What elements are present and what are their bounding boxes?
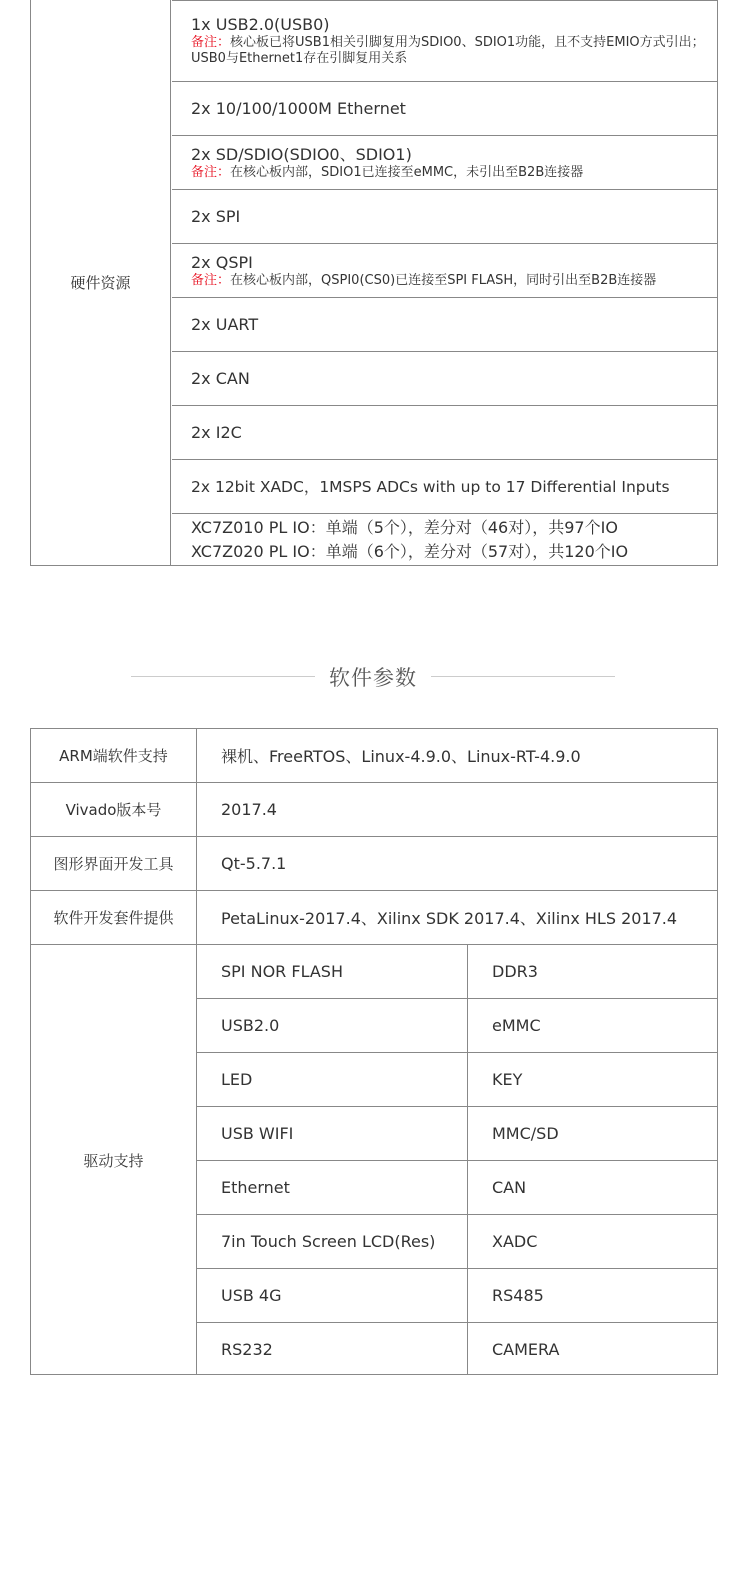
driver-cell: Ethernet (197, 1161, 468, 1215)
section-heading (0, 658, 750, 698)
driver-cell: RS232 (197, 1323, 468, 1375)
hardware-row-usb (172, 0, 718, 81)
driver-cell: SPI NOR FLASH (197, 945, 468, 999)
software-value: Qt-5.7.1 (221, 854, 287, 873)
hardware-item: 2x SD/SDIO(SDIO0、SDIO1) (191, 144, 412, 164)
hardware-row-uart (172, 297, 718, 351)
driver-cell: XADC (468, 1215, 717, 1269)
hardware-row-spi (172, 189, 718, 243)
hardware-row-i2c (172, 405, 718, 459)
hardware-item: 1x USB2.0(USB0) (191, 15, 330, 34)
note-text: 在核心板内部，SDIO1已连接至eMMC，未引出至B2B连接器 (230, 164, 584, 180)
hardware-item: 2x CAN (191, 368, 250, 388)
heading-divider-right (431, 676, 615, 677)
hardware-item: XC7Z010 PL IO：单端（5个），差分对（46对），共97个IO (191, 517, 618, 537)
hardware-note (191, 165, 718, 181)
software-value: 裸机、FreeRTOS、Linux-4.9.0、Linux-RT-4.9.0 (221, 747, 581, 766)
driver-cell: RS485 (468, 1269, 717, 1323)
hardware-row-xadc (172, 459, 718, 513)
hardware-row-sdio (172, 135, 718, 189)
heading-divider-left (131, 676, 315, 677)
note-prefix: 备注： (191, 35, 231, 50)
note-text: 核心板已将USB1相关引脚复用为SDIO0、SDIO1功能，且不支持EMIO方式引出；USB0与Ethernet1存在引脚复用关系 (191, 35, 705, 66)
hardware-item: 2x I2C (191, 422, 242, 442)
driver-cell: USB2.0 (197, 999, 468, 1053)
driver-cell: CAN (468, 1161, 717, 1215)
driver-cell: LED (197, 1053, 468, 1107)
hardware-item: 2x UART (191, 314, 259, 334)
software-row (31, 891, 717, 945)
note-prefix: 备注： (191, 272, 231, 288)
hardware-note (191, 273, 718, 289)
hardware-item: XC7Z020 PL IO：单端（6个），差分对（57对），共120个IO (191, 541, 629, 561)
driver-cell: eMMC (468, 999, 717, 1053)
hardware-item: 2x QSPI (191, 252, 253, 272)
driver-cell: MMC/SD (468, 1107, 717, 1161)
drivers-label: 驱动支持 (31, 945, 197, 1375)
software-row (31, 729, 717, 783)
software-key: Vivado版本号 (31, 783, 197, 836)
note-text: 在核心板内部，QSPI0(CS0)已连接至SPI FLASH，同时引出至B2B连接器 (230, 272, 657, 288)
hardware-item: 2x 10/100/1000M Ethernet (191, 98, 406, 118)
software-key: 图形界面开发工具 (31, 837, 197, 890)
software-table (30, 728, 718, 1375)
driver-cell: USB WIFI (197, 1107, 468, 1161)
driver-cell: USB 4G (197, 1269, 468, 1323)
hardware-item: 2x SPI (191, 206, 241, 226)
hardware-row-plio (172, 513, 718, 565)
hardware-row-ethernet (172, 81, 718, 135)
driver-cell: 7in Touch Screen LCD(Res) (197, 1215, 468, 1269)
note-prefix: 备注： (191, 164, 231, 180)
hardware-row-qspi (172, 243, 718, 297)
hardware-label: 硬件资源 (31, 0, 171, 565)
software-value: PetaLinux-2017.4、Xilinx SDK 2017.4、Xilinx HLS 2017.4 (221, 909, 678, 928)
driver-cell: DDR3 (468, 945, 717, 999)
software-key: 软件开发套件提供 (31, 891, 197, 944)
hardware-row-can (172, 351, 718, 405)
hardware-note (191, 35, 718, 67)
software-value: 2017.4 (221, 800, 277, 819)
software-key: ARM端软件支持 (31, 729, 197, 782)
software-row (31, 783, 717, 837)
section-title: 软件参数 (329, 666, 417, 690)
driver-cell: CAMERA (492, 1339, 560, 1359)
hardware-item: 2x 12bit XADC，1MSPS ADCs with up to 17 Differential Inputs (191, 477, 670, 496)
software-row (31, 837, 717, 891)
driver-cell: KEY (468, 1053, 717, 1107)
hardware-table (30, 0, 718, 566)
